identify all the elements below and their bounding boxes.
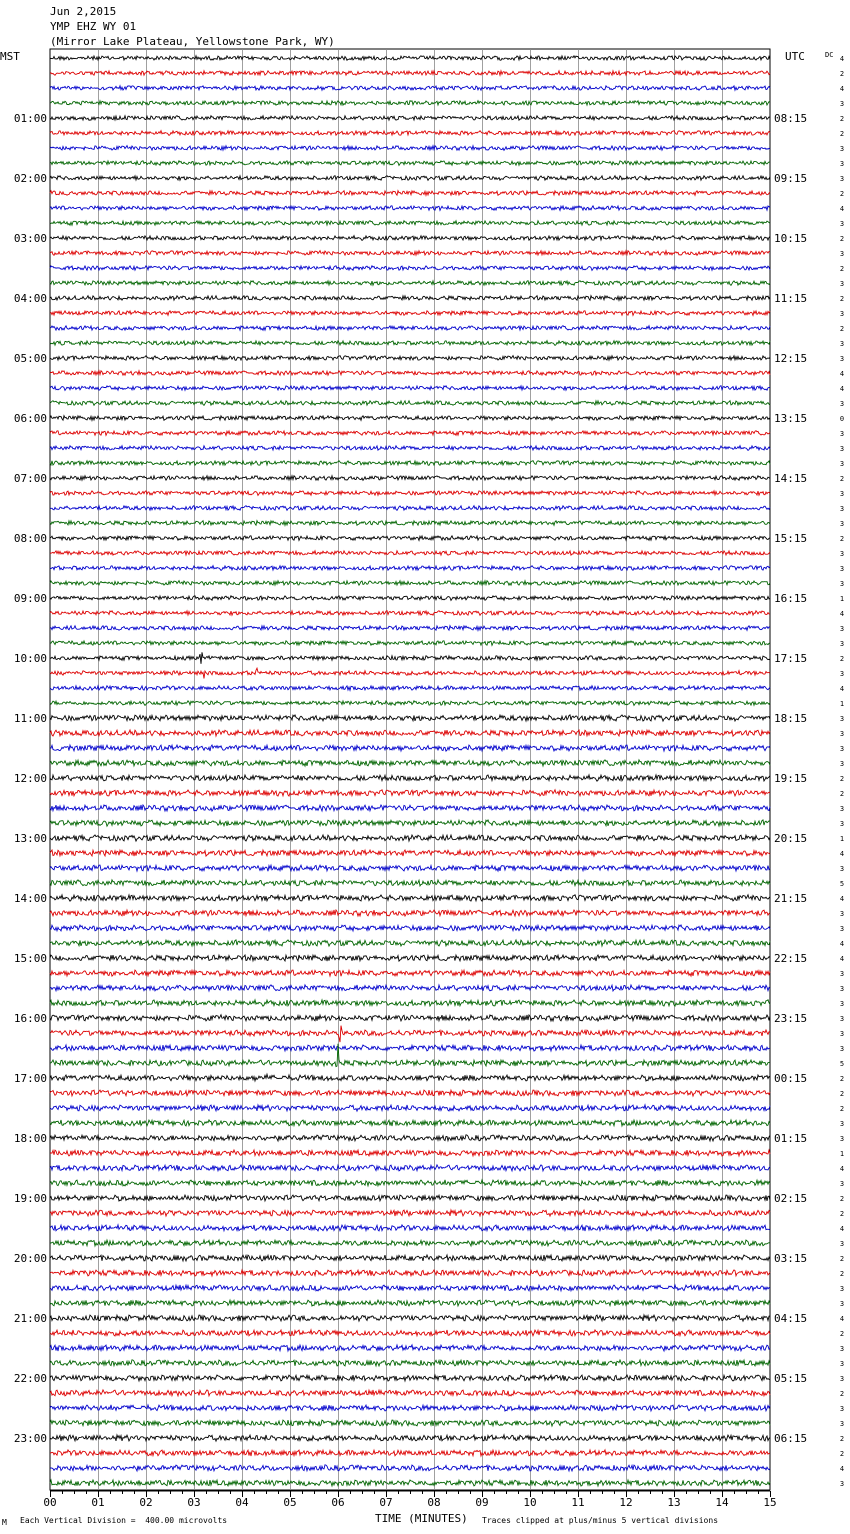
left-hour-label: 17:00 — [13, 1072, 47, 1085]
dc-offset-label: 3 — [839, 445, 845, 453]
seismic-trace — [50, 820, 770, 826]
x-tick-label: 08 — [427, 1496, 441, 1509]
seismic-trace — [50, 745, 770, 751]
right-hour-label: 06:15 — [774, 1432, 808, 1445]
seismic-trace — [50, 652, 770, 664]
dc-offset-label: 2 — [839, 295, 845, 303]
left-hour-label: 01:00 — [13, 112, 47, 125]
seismic-trace — [50, 1345, 770, 1351]
seismic-trace — [50, 311, 770, 316]
right-hour-label: 01:15 — [774, 1132, 808, 1145]
dc-offset-label: 3 — [839, 745, 845, 753]
dc-offset-label: 4 — [839, 895, 845, 903]
seismic-trace — [50, 566, 770, 571]
right-hour-label: 22:15 — [774, 952, 808, 965]
dc-offset-label: 4 — [839, 610, 845, 618]
seismic-trace — [50, 668, 770, 678]
dc-offset-label: 4 — [839, 1315, 845, 1323]
seismic-trace — [50, 476, 770, 481]
dc-offset-label: 3 — [839, 340, 845, 348]
left-hour-label: 20:00 — [13, 1252, 47, 1265]
right-hour-label: 11:15 — [774, 292, 808, 305]
left-hour-label: 15:00 — [13, 952, 47, 965]
seismic-trace — [50, 1465, 770, 1471]
seismic-trace — [50, 1390, 770, 1396]
left-hour-label: 10:00 — [13, 652, 47, 665]
seismic-trace — [50, 985, 770, 991]
dc-offset-label: 2 — [839, 1330, 845, 1338]
seismic-trace — [50, 1360, 770, 1366]
dc-offset-label: 2 — [839, 325, 845, 333]
dc-offset-label: 3 — [839, 565, 845, 573]
dc-offset-label: 2 — [839, 1210, 845, 1218]
seismic-trace — [50, 71, 770, 75]
scale-note: Each Vertical Division = 400.00 microvolts — [20, 1516, 228, 1525]
dc-offset-label: 4 — [839, 940, 845, 948]
right-hour-label: 02:15 — [774, 1192, 808, 1205]
seismic-trace — [50, 850, 770, 856]
dc-offset-label: 3 — [839, 1345, 845, 1353]
dc-offset-label: 3 — [839, 1480, 845, 1488]
seismic-trace — [50, 146, 770, 151]
dc-offset-label: 3 — [839, 1285, 845, 1293]
right-hour-label: 17:15 — [774, 652, 808, 665]
seismic-trace — [50, 386, 770, 391]
seismic-trace — [50, 266, 770, 271]
left-hour-label: 07:00 — [13, 472, 47, 485]
dc-offset-label: 2 — [839, 475, 845, 483]
x-tick-label: 11 — [571, 1496, 585, 1509]
seismic-trace — [50, 1150, 770, 1156]
corner-mark: M — [2, 1518, 7, 1527]
seismic-trace — [50, 835, 770, 841]
seismic-trace — [50, 491, 770, 496]
dc-offset-label: 3 — [839, 865, 845, 873]
seismic-trace — [50, 1480, 770, 1486]
dc-offset-label: 3 — [839, 820, 845, 828]
left-hour-label: 08:00 — [13, 532, 47, 545]
dc-offset-label: 3 — [839, 625, 845, 633]
seismic-trace — [50, 236, 770, 241]
seismic-trace — [50, 536, 770, 541]
dc-offset-label: 4 — [839, 370, 845, 378]
left-hour-label: 22:00 — [13, 1372, 47, 1385]
dc-offset-label: 2 — [839, 1270, 845, 1278]
left-hour-label: 14:00 — [13, 892, 47, 905]
station-location: (Mirror Lake Plateau, Yellowstone Park, WY) — [50, 35, 335, 48]
dc-offset-label: 3 — [839, 505, 845, 513]
dc-offset-label: 4 — [839, 955, 845, 963]
seismic-trace — [50, 910, 770, 916]
right-hour-label: 08:15 — [774, 112, 808, 125]
left-timezone-label: MST — [0, 50, 20, 63]
dc-offset-label: 3 — [839, 550, 845, 558]
left-hour-label: 04:00 — [13, 292, 47, 305]
dc-offset-label: 4 — [839, 1165, 845, 1173]
dc-offset-label: 3 — [839, 1030, 845, 1038]
dc-offset-label: 3 — [839, 1135, 845, 1143]
right-hour-label: 18:15 — [774, 712, 808, 725]
seismic-trace — [50, 551, 770, 556]
seismic-trace — [50, 371, 770, 376]
seismic-trace — [50, 596, 770, 601]
dc-offset-label: 3 — [839, 355, 845, 363]
dc-offset-label: 2 — [839, 790, 845, 798]
right-hour-label: 14:15 — [774, 472, 808, 485]
dc-offset-label: 4 — [839, 385, 845, 393]
left-hour-label: 11:00 — [13, 712, 47, 725]
x-tick-label: 05 — [283, 1496, 297, 1509]
dc-offset-label: 3 — [839, 160, 845, 168]
dc-offset-label: 2 — [839, 1450, 845, 1458]
seismic-trace — [50, 805, 770, 811]
left-hour-label: 19:00 — [13, 1192, 47, 1205]
seismic-trace — [50, 1105, 770, 1111]
seismic-trace — [50, 131, 770, 136]
seismic-trace — [50, 895, 770, 901]
seismic-trace — [50, 356, 770, 361]
seismic-trace — [50, 281, 770, 286]
seismic-trace — [50, 1165, 770, 1171]
dc-offset-label: 3 — [839, 1300, 845, 1308]
dc-offset-label: 3 — [839, 970, 845, 978]
seismic-trace — [50, 1074, 770, 1081]
seismic-trace — [50, 206, 770, 211]
dc-offset-label: 2 — [839, 130, 845, 138]
dc-offset-label: 1 — [839, 595, 845, 603]
dc-offset-label: 3 — [839, 310, 845, 318]
dc-offset-label: 5 — [839, 1060, 845, 1068]
right-hour-label: 19:15 — [774, 772, 808, 785]
seismic-trace — [50, 626, 770, 631]
seismic-trace — [50, 521, 770, 526]
left-hour-label: 16:00 — [13, 1012, 47, 1025]
right-hour-label: 13:15 — [774, 412, 808, 425]
dc-offset-label: 1 — [839, 700, 845, 708]
seismic-trace — [50, 116, 770, 121]
dc-offset-label: 2 — [839, 1090, 845, 1098]
dc-offset-label: 1 — [839, 1150, 845, 1158]
dc-offset-label: 3 — [839, 520, 845, 528]
x-tick-label: 09 — [475, 1496, 489, 1509]
x-tick-label: 12 — [619, 1496, 633, 1509]
left-hour-label: 12:00 — [13, 772, 47, 785]
dc-offset-label: 4 — [839, 1225, 845, 1233]
dc-offset-label: 3 — [839, 280, 845, 288]
seismic-trace — [50, 1210, 770, 1216]
dc-offset-label: 2 — [839, 535, 845, 543]
dc-offset-label: 3 — [839, 760, 845, 768]
dc-offset-label: 3 — [839, 430, 845, 438]
dc-offset-label: 2 — [839, 115, 845, 123]
dc-offset-label: 3 — [839, 925, 845, 933]
right-hour-label: 12:15 — [774, 352, 808, 365]
seismic-trace — [50, 1270, 770, 1276]
dc-label: DC — [825, 51, 834, 59]
x-tick-label: 02 — [139, 1496, 153, 1509]
dc-offset-label: 2 — [839, 1075, 845, 1083]
dc-offset-label: 3 — [839, 910, 845, 918]
seismic-trace — [50, 701, 770, 706]
dc-offset-label: 3 — [839, 175, 845, 183]
seismic-trace — [50, 326, 770, 331]
dc-offset-label: 2 — [839, 265, 845, 273]
seismic-trace — [50, 970, 770, 976]
seismic-trace — [50, 101, 770, 106]
x-axis-label: TIME (MINUTES) — [375, 1512, 468, 1525]
left-hour-label: 09:00 — [13, 592, 47, 605]
seismic-trace — [50, 1435, 770, 1441]
x-tick-label: 14 — [715, 1496, 729, 1509]
seismic-trace — [50, 1195, 770, 1201]
dc-offset-label: 3 — [839, 580, 845, 588]
seismic-trace — [50, 506, 770, 511]
dc-offset-label: 3 — [839, 1360, 845, 1368]
seismic-trace — [50, 1315, 770, 1321]
dc-offset-label: 3 — [839, 1180, 845, 1188]
seismic-trace — [50, 1000, 770, 1006]
right-hour-label: 10:15 — [774, 232, 808, 245]
x-tick-label: 15 — [763, 1496, 777, 1509]
dc-offset-label: 3 — [839, 715, 845, 723]
dc-offset-label: 2 — [839, 1390, 845, 1398]
seismic-trace — [50, 1135, 770, 1141]
x-tick-label: 06 — [331, 1496, 345, 1509]
x-tick-label: 07 — [379, 1496, 393, 1509]
dc-offset-label: 4 — [839, 85, 845, 93]
seismic-trace — [50, 1330, 770, 1336]
seismic-trace — [50, 775, 770, 781]
seismic-trace — [50, 760, 770, 766]
seismic-trace — [50, 1225, 770, 1231]
left-hour-label: 13:00 — [13, 832, 47, 845]
dc-offset-label: 4 — [839, 850, 845, 858]
seismic-trace — [50, 341, 770, 346]
seismic-trace — [50, 790, 770, 796]
dc-offset-label: 2 — [839, 1195, 845, 1203]
plot-date: Jun 2,2015 — [50, 5, 117, 18]
seismic-trace — [50, 940, 770, 946]
left-hour-label: 03:00 — [13, 232, 47, 245]
seismic-trace — [50, 880, 770, 886]
dc-offset-label: 3 — [839, 145, 845, 153]
seismic-trace — [50, 1420, 770, 1426]
dc-offset-label: 4 — [839, 55, 845, 63]
right-timezone-label: UTC — [785, 50, 805, 63]
dc-offset-label: 0 — [839, 415, 845, 423]
dc-offset-label: 4 — [839, 205, 845, 213]
x-tick-label: 01 — [91, 1496, 105, 1509]
dc-offset-label: 4 — [839, 1465, 845, 1473]
dc-offset-label: 2 — [839, 190, 845, 198]
seismic-trace — [50, 865, 770, 871]
dc-offset-label: 3 — [839, 1015, 845, 1023]
seismic-trace — [50, 251, 770, 256]
dc-offset-label: 3 — [839, 805, 845, 813]
x-tick-label: 13 — [667, 1496, 681, 1509]
dc-offset-label: 4 — [839, 685, 845, 693]
seismic-trace — [50, 296, 770, 301]
seismic-trace — [50, 581, 770, 586]
seismic-trace — [50, 191, 770, 196]
seismic-trace — [50, 1090, 770, 1096]
left-hour-label: 06:00 — [13, 412, 47, 425]
dc-offset-label: 3 — [839, 490, 845, 498]
dc-offset-label: 5 — [839, 880, 845, 888]
dc-offset-label: 2 — [839, 1435, 845, 1443]
seismic-trace — [50, 955, 770, 961]
seismic-trace — [50, 461, 770, 466]
dc-offset-label: 3 — [839, 1000, 845, 1008]
dc-offset-label: 3 — [839, 220, 845, 228]
dc-offset-label: 3 — [839, 100, 845, 108]
dc-offset-label: 3 — [839, 640, 845, 648]
dc-offset-label: 3 — [839, 1120, 845, 1128]
seismic-trace — [50, 715, 770, 721]
dc-offset-label: 3 — [839, 1420, 845, 1428]
right-hour-label: 15:15 — [774, 532, 808, 545]
seismic-trace — [50, 1045, 770, 1051]
dc-offset-label: 2 — [839, 775, 845, 783]
seismic-trace — [50, 416, 770, 421]
dc-offset-label: 3 — [839, 1405, 845, 1413]
seismic-trace — [50, 176, 770, 181]
left-hour-label: 18:00 — [13, 1132, 47, 1145]
dc-offset-label: 2 — [839, 235, 845, 243]
right-hour-label: 23:15 — [774, 1012, 808, 1025]
seismic-trace — [50, 611, 770, 616]
seismic-trace — [50, 1405, 770, 1411]
seismic-trace — [50, 1240, 770, 1246]
seismic-trace — [50, 1180, 770, 1186]
seismic-trace — [50, 161, 770, 166]
left-hour-label: 02:00 — [13, 172, 47, 185]
dc-offset-label: 2 — [839, 655, 845, 663]
dc-offset-label: 3 — [839, 730, 845, 738]
seismic-trace — [50, 1015, 770, 1021]
x-tick-label: 10 — [523, 1496, 537, 1509]
x-tick-label: 00 — [43, 1496, 57, 1509]
seismic-trace — [50, 1255, 770, 1261]
clip-note: Traces clipped at plus/minus 5 vertical divisions — [482, 1516, 719, 1525]
right-hour-label: 03:15 — [774, 1252, 808, 1265]
seismic-trace — [50, 1120, 770, 1126]
left-hour-label: 05:00 — [13, 352, 47, 365]
right-hour-label: 16:15 — [774, 592, 808, 605]
dc-offset-label: 2 — [839, 1105, 845, 1113]
right-hour-label: 20:15 — [774, 832, 808, 845]
seismic-trace — [50, 401, 770, 406]
dc-offset-label: 3 — [839, 1375, 845, 1383]
seismic-trace — [50, 1450, 770, 1456]
seismic-trace — [50, 1026, 770, 1043]
left-hour-label: 23:00 — [13, 1432, 47, 1445]
seismic-trace — [50, 221, 770, 226]
right-hour-label: 04:15 — [774, 1312, 808, 1325]
dc-offset-label: 3 — [839, 460, 845, 468]
dc-offset-label: 1 — [839, 835, 845, 843]
seismic-trace — [50, 56, 770, 61]
dc-offset-label: 3 — [839, 400, 845, 408]
dc-offset-label: 3 — [839, 250, 845, 258]
right-hour-label: 09:15 — [774, 172, 808, 185]
seismic-trace — [50, 431, 770, 436]
seismic-trace — [50, 730, 770, 736]
dc-offset-label: 2 — [839, 1255, 845, 1263]
seismic-trace — [50, 1375, 770, 1381]
x-tick-label: 03 — [187, 1496, 201, 1509]
station-code: YMP EHZ WY 01 — [50, 20, 137, 33]
x-tick-label: 04 — [235, 1496, 249, 1509]
dc-offset-label: 3 — [839, 1045, 845, 1053]
seismic-trace — [50, 446, 770, 451]
dc-offset-label: 2 — [839, 70, 845, 78]
seismic-trace — [50, 86, 770, 91]
dc-offset-label: 3 — [839, 985, 845, 993]
right-hour-label: 21:15 — [774, 892, 808, 905]
seismic-trace — [50, 1300, 770, 1306]
seismic-trace — [50, 925, 770, 931]
seismic-trace — [50, 1285, 770, 1291]
right-hour-label: 00:15 — [774, 1072, 808, 1085]
seismic-trace — [50, 686, 770, 691]
dc-offset-label: 3 — [839, 1240, 845, 1248]
dc-offset-label: 3 — [839, 670, 845, 678]
right-hour-label: 05:15 — [774, 1372, 808, 1385]
seismic-trace — [50, 641, 770, 646]
left-hour-label: 21:00 — [13, 1312, 47, 1325]
